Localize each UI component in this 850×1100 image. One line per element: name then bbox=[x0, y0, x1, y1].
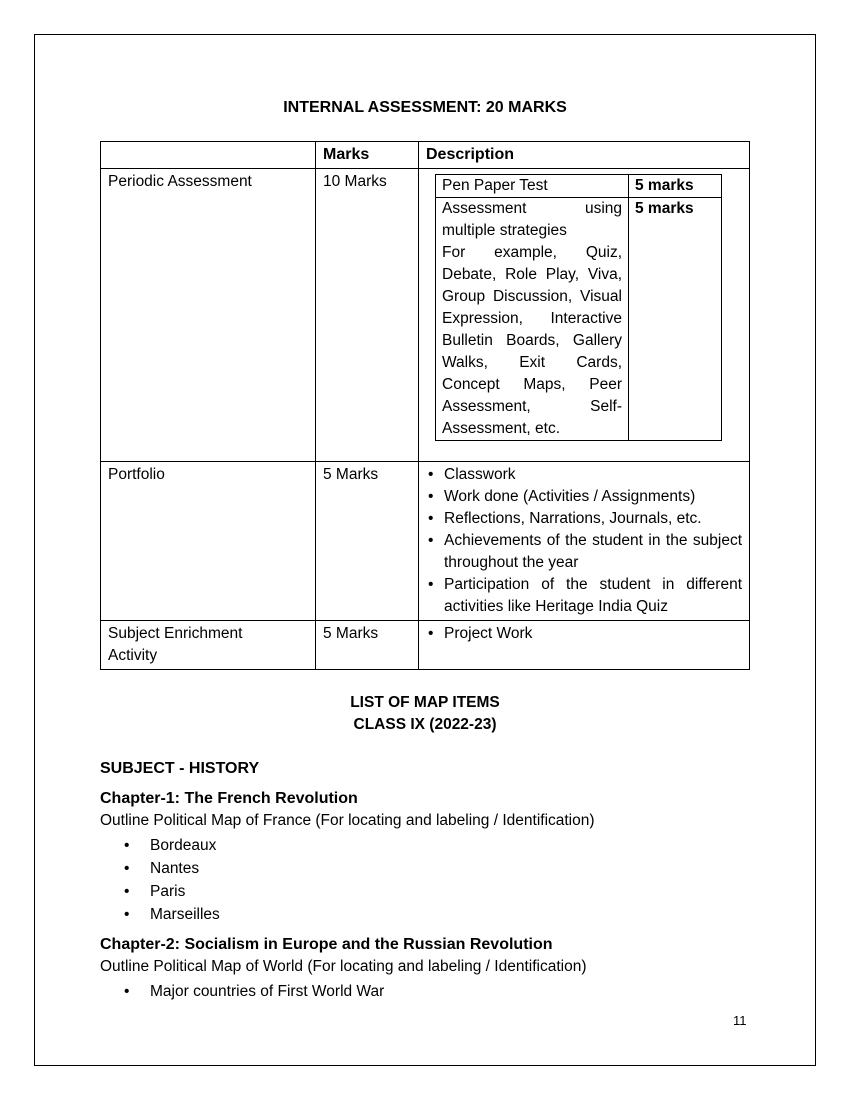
map-list-class: CLASS IX (2022-23) bbox=[353, 716, 497, 733]
enrichment-label-line1: Subject Enrichment bbox=[108, 625, 243, 642]
list-item: • Work done (Activities / Assignments) bbox=[444, 486, 742, 508]
inner-row-pen-paper bbox=[436, 175, 722, 198]
chapter2-list bbox=[100, 980, 384, 1003]
list-item: • Reflections, Narrations, Journals, etc. bbox=[444, 508, 742, 530]
multiple-strategies-marks: 5 marks bbox=[629, 198, 722, 441]
text-line: Walks, Exit Cards, bbox=[442, 354, 622, 371]
page-number: 11 bbox=[733, 1013, 747, 1028]
table-row-portfolio bbox=[101, 462, 750, 621]
list-item: • Major countries of First World War bbox=[100, 980, 384, 1003]
list-item: • Participation of the student in different activities like Heritage India Quiz bbox=[444, 574, 742, 618]
portfolio-description bbox=[419, 462, 750, 621]
internal-assessment-title: INTERNAL ASSESSMENT: 20 MARKS bbox=[283, 99, 567, 116]
portfolio-label: Portfolio bbox=[101, 462, 316, 621]
periodic-inner-table bbox=[435, 174, 722, 441]
text-line: Bulletin Boards, Gallery bbox=[442, 332, 622, 349]
list-item: • Classwork bbox=[444, 464, 742, 486]
list-item: • Achievements of the student in the subject throughout the year bbox=[444, 530, 742, 574]
list-item: • Project Work bbox=[444, 623, 742, 645]
text-line: multiple strategies bbox=[442, 222, 567, 239]
table-header-row bbox=[101, 142, 750, 169]
internal-assessment-table bbox=[100, 141, 750, 670]
text-line: For example, Quiz, bbox=[442, 244, 622, 261]
portfolio-list bbox=[426, 464, 742, 618]
portfolio-marks: 5 Marks bbox=[316, 462, 419, 621]
inner-row-multiple bbox=[436, 198, 722, 441]
subject-heading: SUBJECT - HISTORY bbox=[100, 760, 260, 777]
header-blank bbox=[101, 142, 316, 169]
multiple-strategies-text bbox=[436, 198, 629, 441]
list-item: • Paris bbox=[100, 880, 220, 903]
map-list-title: LIST OF MAP ITEMS bbox=[350, 694, 500, 711]
text-line: Debate, Role Play, Viva, bbox=[442, 266, 622, 283]
pen-paper-label: Pen Paper Test bbox=[436, 175, 629, 198]
text-line: Assessment, Self- bbox=[442, 398, 622, 415]
enrichment-marks: 5 Marks bbox=[316, 621, 419, 670]
periodic-label: Periodic Assessment bbox=[101, 169, 316, 462]
chapter2-title: Chapter-2: Socialism in Europe and the Russian Revolution bbox=[100, 936, 553, 953]
list-item: • Marseilles bbox=[100, 903, 220, 926]
table-row-periodic bbox=[101, 169, 750, 462]
text-line: Concept Maps, Peer bbox=[442, 376, 622, 393]
list-item: • Bordeaux bbox=[100, 834, 220, 857]
header-marks: Marks bbox=[316, 142, 419, 169]
chapter2-desc: Outline Political Map of World (For locating and labeling / Identification) bbox=[100, 958, 587, 975]
enrichment-description bbox=[419, 621, 750, 670]
chapter1-list bbox=[100, 834, 220, 926]
text-line: Group Discussion, Visual bbox=[442, 288, 622, 305]
header-description: Description bbox=[419, 142, 750, 169]
periodic-marks: 10 Marks bbox=[316, 169, 419, 462]
chapter1-desc: Outline Political Map of France (For locating and labeling / Identification) bbox=[100, 812, 595, 829]
text-line: Assessment, etc. bbox=[442, 420, 561, 437]
enrichment-label bbox=[101, 621, 316, 670]
list-item: • Nantes bbox=[100, 857, 220, 880]
table-row-enrichment bbox=[101, 621, 750, 670]
text-line: Expression, Interactive bbox=[442, 310, 622, 327]
pen-paper-marks: 5 marks bbox=[629, 175, 722, 198]
chapter1-title: Chapter-1: The French Revolution bbox=[100, 790, 358, 807]
enrichment-list bbox=[426, 623, 742, 645]
text-line: Assessment using bbox=[442, 200, 622, 217]
periodic-description bbox=[419, 169, 750, 462]
enrichment-label-line2: Activity bbox=[108, 647, 158, 664]
